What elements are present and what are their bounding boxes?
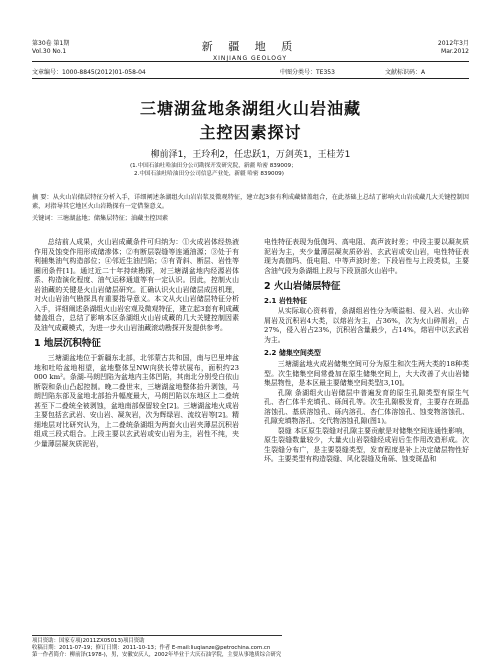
affiliation-1: (1.中国石油吐哈油田分公司勘探开发研究院，新疆 哈密 839009； [130, 163, 297, 169]
document-code: 文献标识码：A [385, 69, 426, 76]
footnote-funding: 项目资助：国家专项(2011ZX05013)项目资助 [32, 638, 145, 644]
continued-paragraph: 电性特征表现为低伽玛、高电阻、高声波时差；中段主要以凝灰质泥岩为主，夹少量薄层凝灰质砂岩、玄武岩或安山岩，电性特征表现为高伽玛、低电阻、中等声波时差；下段岩性与上段类似，主要含油气段为条湖组上段与下段顶部火山岩中。 [264, 238, 469, 275]
section-2-2-heading: 2.2 储集空间类型 [264, 349, 321, 358]
journal-date [438, 40, 469, 56]
section-2-1-paragraph: 从实际取心资料看，条湖组岩性分为喷溢相、侵入岩、火山碎屑岩及沉积岩4大类，以熔岩为主，占36%，次为火山碎屑岩，占27%，侵入岩占23%，沉积岩含量最少，占14%，熔岩中以玄武岩为主。 [264, 307, 469, 344]
volume-cn: 第30卷 第1期 [32, 40, 70, 47]
section-2-1-heading: 2.1 岩性特征 [264, 296, 307, 305]
header-rule [32, 61, 469, 62]
pore-paragraph: 孔隙 条湖组火山岩储层中普遍发育的原生孔隙类型有原生气孔、杏仁体半充填孔、砾间孔等。次生孔隙极发育，主要存在斑晶溶蚀孔、基质溶蚀孔、砾内溶孔、杏仁体溶蚀孔、蚀变物溶蚀孔、孔隙充填物溶孔、交代物溶蚀孔隙(图1)。 [264, 388, 469, 426]
meta-rule [32, 78, 469, 79]
keywords: 关键词：三塘湖盆地；储集层特征；油藏主控因素 [32, 215, 169, 222]
date-en: Mar.2012 [441, 48, 469, 55]
volume-en: Vol.30 No.1 [32, 48, 67, 55]
footnote-rule [32, 635, 282, 636]
intro-paragraph: 总结前人成果，火山岩成藏条件可归纳为：①火成岩体经热液作用及蚀变作用形成储渗体；②有断层裂缝等连通油源；③处于有利捕集油气构造部位；④邻近生油凹陷；⑤有背斜、断层、岩性等圈闭条件[1]。通过近二十年持续勘探，对三塘湖盆地内经源岩体系、构造演化程度、油气运移通道等有一定认识。因此，控制火山岩油藏的关键是火山岩储层研究。汇确认识火山岩储层成因机理，对火山岩油气勘探具有重要指导意义。本文从火山岩储层特征分析入手，详细阐述条湖组火山岩宏观及微观特征，建立起3套有利成藏储盖组合，总结了影响本区条湖组火山岩成藏的几大关键控制因素及油气成藏模式，为进一步火山岩油藏滚动勘探开发提供参考。 [34, 238, 239, 332]
fracture-paragraph: 裂缝 本区原生裂缝对孔隙主要贡献是对储集空间连通性影响，原生裂缝数量较少，大量火山岩裂缝经成岩后生作用改造形成。次生裂缝分布广，是主要裂缝类型，发育程度是补上决定储层物性好坏。主要类型有构造裂缝、风化裂缝及角砾、蚀变斑晶和 [264, 426, 469, 464]
clc-number: 中图分类号：TE353 [280, 69, 335, 76]
journal-volume [32, 40, 69, 56]
section-2-heading: 2 火山岩储层特征 [264, 281, 341, 293]
journal-name-en: XINJIANG GEOLOGY [212, 55, 288, 62]
article-title-line1: 三塘湖盆地条湖组火山岩油藏 [139, 99, 361, 118]
affiliation-2: 2.中国石油吐哈油田分公司信息产业处，新疆 哈密 839009) [134, 171, 284, 177]
right-column [264, 238, 469, 465]
footnote-author-bio: 第一作者简介：柳前泽(1978-)，男，安徽安庆人，2002年毕业于大庆石油学院，主要从事地质综合研究 [32, 652, 282, 658]
left-column [34, 238, 239, 449]
footnote [32, 638, 282, 659]
journal-name [170, 38, 330, 62]
section-1-heading: 1 地层沉积特征 [34, 338, 101, 350]
date-cn: 2012年3月 [437, 40, 469, 47]
section-2-2-paragraph: 三塘湖盆地火成岩储集空间可分为原生和次生两大类的18种类型。次生储集空间常叠加在原生储集空间上，大大改善了火山岩储集层物性，是本区最主要储集空间类型[3,10]。 [264, 360, 469, 388]
journal-name-cn: 新 疆 地 质 [201, 40, 299, 53]
authors: 柳前泽1，王玲利2，任忠跃1，万剑英1，王桂芳1 [150, 150, 351, 160]
section-1-paragraph: 三塘湖盆地位于新疆东北部，北邻蒙古共和国，南与巴里坤盆地和吐哈盆地相望，盆地整体呈NW向狭长带状展布，面积约23 000 km²。条湖-马朗凹陷为盆地内主体凹陷，其南北分别受白依山断裂和条山凸起控制。晚二叠世末，三塘湖盆地整体抬升剥蚀，马朗凹陷东部及盆地北部抬升幅度最大，马朗凹陷以东地区上二叠统甚至下二叠统全被剥蚀，盆地南部保留较全[2]。三塘湖盆地火成岩主要包括玄武岩、安山岩、凝灰岩，次为辉绿岩、流纹岩等[2]。精细地层对比研究认为，上二叠统条湖组为两套火山岩夹薄层沉积岩组成三段式组合。上段主要以玄武岩或安山岩为主，岩性不纯，夹少量薄层凝灰质泥岩， [34, 354, 239, 448]
article-title-line2: 主控因素探讨 [199, 123, 302, 142]
affiliations [130, 162, 430, 178]
footnote-dates: 收稿日期：2011-07-19；修订日期：2011-10-13；作者 E-mail:liuqianze@petrochina.com.cn [32, 645, 271, 651]
article-number: 文章编号：1000-8845(2012)01-058-04 [32, 69, 146, 76]
abstract: 摘 要：从火山岩储层特征分析入手，详细阐述条湖组火山岩岩浆及微观特征，建立起3套有利成藏储盖组合，在此基础上总结了影响火山岩成藏几大关键控制因素，对指导其它地区火山岩勘探有一定借鉴意义。 [32, 194, 469, 210]
